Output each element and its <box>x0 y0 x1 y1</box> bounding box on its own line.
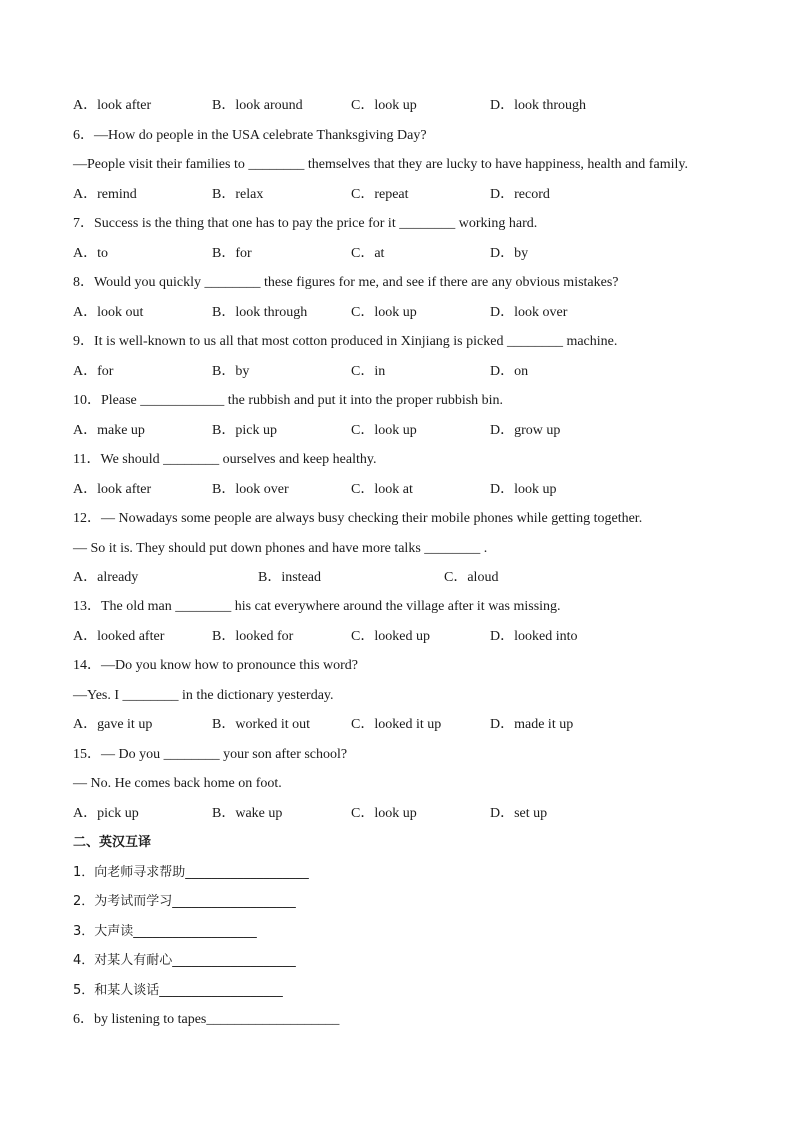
option-a: A．for <box>73 364 114 379</box>
option-a: A．look after <box>73 98 152 113</box>
option-b: B．relax <box>212 187 264 202</box>
question-text: 7．Success is the thing that one has to pay the price for it ________ working hard. <box>73 216 538 231</box>
question-text: —Yes. I ________ in the dictionary yesterday. <box>73 688 334 703</box>
answer-options <box>73 628 733 646</box>
option-d: D．record <box>490 187 550 202</box>
answer-options <box>73 716 733 734</box>
option-b: B．worked it out <box>212 717 310 732</box>
option-a: A．to <box>73 246 108 261</box>
question-text: 5．和某人谈话___________________ <box>73 983 283 998</box>
option-c: C．aloud <box>444 570 499 585</box>
option-b: B．by <box>212 364 250 379</box>
question-text: 1．向老师寻求帮助___________________ <box>73 865 309 880</box>
question-text: 15．— Do you ________ your son after school? <box>73 747 348 762</box>
option-a: A．gave it up <box>73 717 153 732</box>
question-text: 12．— Nowadays some people are always busy checking their mobile phones while getting together. <box>73 511 643 526</box>
answer-options <box>73 569 733 587</box>
option-b: B．look through <box>212 305 308 320</box>
option-d: D．look over <box>490 305 568 320</box>
question-text: 9．It is well-known to us all that most cotton produced in Xinjiang is picked ________ machine. <box>73 334 618 349</box>
section-heading: 二、英汉互译 <box>73 835 152 850</box>
option-a: A．look after <box>73 482 152 497</box>
question-text: 2．为考试而学习___________________ <box>73 894 296 909</box>
option-c: C．look up <box>351 806 417 821</box>
option-a: A．make up <box>73 423 145 438</box>
option-c: C．looked up <box>351 629 430 644</box>
option-d: D．set up <box>490 806 548 821</box>
option-c: C．repeat <box>351 187 409 202</box>
answer-options <box>73 363 733 381</box>
option-c: C．in <box>351 364 386 379</box>
answer-options <box>73 805 733 823</box>
question-text: 4．对某人有耐心___________________ <box>73 953 296 968</box>
option-d: D．look up <box>490 482 557 497</box>
option-c: C．look up <box>351 305 417 320</box>
question-text: 14．—Do you know how to pronounce this word? <box>73 658 359 673</box>
option-c: C．look up <box>351 98 417 113</box>
question-text: —People visit their families to ________ themselves that they are lucky to have happiness, health and family. <box>73 157 688 172</box>
option-d: D．looked into <box>490 629 578 644</box>
question-text: 13．The old man ________ his cat everywhere around the village after it was missing. <box>73 599 561 614</box>
question-text: 3．大声读___________________ <box>73 924 257 939</box>
option-b: B．pick up <box>212 423 277 438</box>
answer-options <box>73 481 733 499</box>
option-c: C．look up <box>351 423 417 438</box>
option-b: B．for <box>212 246 252 261</box>
option-c: C．at <box>351 246 385 261</box>
option-b: B．look around <box>212 98 303 113</box>
option-d: D．by <box>490 246 529 261</box>
question-text: 8．Would you quickly ________ these figures for me, and see if there are any obvious mistakes? <box>73 275 619 290</box>
question-text: 11．We should ________ ourselves and keep healthy. <box>73 452 377 467</box>
option-b: B．instead <box>258 570 321 585</box>
option-b: B．look over <box>212 482 289 497</box>
question-text: 6．by listening to tapes___________________ <box>73 1012 340 1027</box>
answer-options <box>73 186 733 204</box>
answer-options <box>73 304 733 322</box>
question-text: — So it is. They should put down phones and have more talks ________ . <box>73 541 488 556</box>
option-d: D．grow up <box>490 423 561 438</box>
option-d: D．made it up <box>490 717 574 732</box>
option-a: A．remind <box>73 187 137 202</box>
option-a: A．look out <box>73 305 144 320</box>
option-a: A．looked after <box>73 629 165 644</box>
option-a: A．already <box>73 570 139 585</box>
option-c: C．look at <box>351 482 413 497</box>
option-b: B．looked for <box>212 629 294 644</box>
answer-options <box>73 245 733 263</box>
option-a: A．pick up <box>73 806 139 821</box>
option-c: C．looked it up <box>351 717 442 732</box>
answer-options <box>73 97 733 115</box>
option-d: D．on <box>490 364 529 379</box>
question-text: 6．—How do people in the USA celebrate Thanksgiving Day? <box>73 128 427 143</box>
answer-options <box>73 422 733 440</box>
option-d: D．look through <box>490 98 587 113</box>
question-text: 10．Please ____________ the rubbish and put it into the proper rubbish bin. <box>73 393 504 408</box>
option-b: B．wake up <box>212 806 283 821</box>
question-text: — No. He comes back home on foot. <box>73 776 282 791</box>
